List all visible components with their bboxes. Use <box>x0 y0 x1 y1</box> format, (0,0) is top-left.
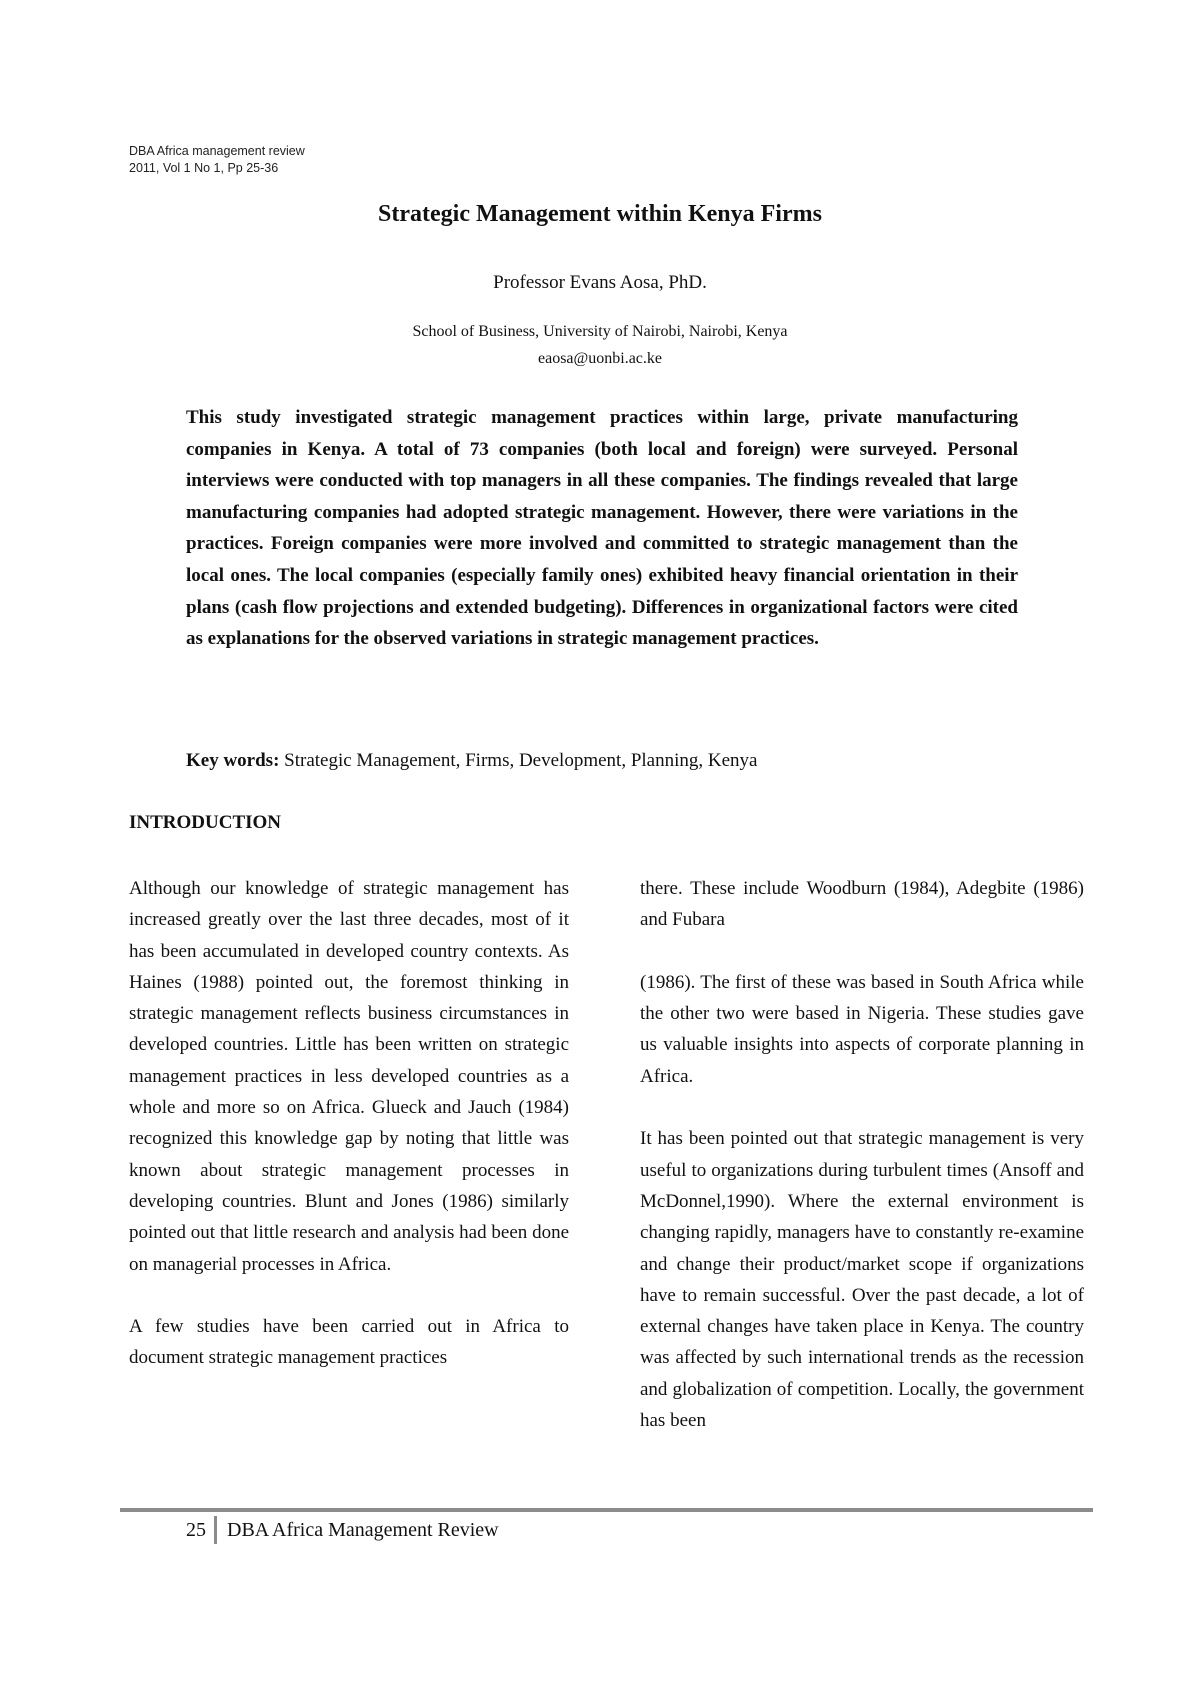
author-affiliation: School of Business, University of Nairobi, Nairobi, Kenya <box>412 323 788 340</box>
author-affiliation-block <box>0 318 1200 372</box>
paragraph: (1986). The first of these was based in South Africa while the other two were based in Nigeria. These studies gave us valuable insights into aspects of corporate planning in Africa. <box>640 971 1084 1087</box>
page-number: 25 <box>186 1518 206 1541</box>
paragraph: there. These include Woodburn (1984), Adegbite (1986) and Fubara <box>640 878 1084 931</box>
text-column-left <box>129 873 569 1405</box>
paragraph: It has been pointed out that strategic management is very useful to organizations during turbulent times (Ansoff and McDonnel,1990). Where the external environment is changing rapidly, managers have to constantly re-examine and change their product/market scope if organizations have to remain successful. Over the past decade, a lot of external changes have taken place in Kenya. The country was affected by such international trends as the recession and globalization of competition. Locally, the government has been <box>640 1128 1084 1432</box>
keywords-list: Strategic Management, Firms, Development, Planning, Kenya <box>284 750 758 771</box>
footer-journal-name: DBA Africa Management Review <box>227 1518 499 1541</box>
section-heading-introduction: INTRODUCTION <box>129 812 282 833</box>
paragraph: A few studies have been carried out in Africa to document strategic management practices <box>129 1316 569 1369</box>
footer-rule <box>120 1508 1093 1512</box>
keywords <box>186 748 1018 774</box>
paragraph: Although our knowledge of strategic management has increased greatly over the last three decades, most of it has been accumulated in developed country contexts. As Haines (1988) pointed out, the foremost thinking in strategic management reflects business circumstances in developed countries. Little has been written on strategic management practices in less developed countries as a whole and more so on Africa. Glueck and Jauch (1984) recognized this knowledge gap by noting that little was known about strategic management processes in developing countries. Blunt and Jones (1986) similarly pointed out that little research and analysis had been done on managerial processes in Africa. <box>129 878 569 1275</box>
author-name: Professor Evans Aosa, PhD. <box>493 272 707 293</box>
journal-citation: 2011, Vol 1 No 1, Pp 25-36 <box>129 161 279 175</box>
journal-name: DBA Africa management review <box>129 144 305 158</box>
page-footer <box>186 1516 499 1544</box>
footer-divider <box>214 1516 217 1544</box>
author-email: eaosa@uonbi.ac.ke <box>537 350 662 367</box>
keywords-label: Key words: <box>186 750 280 771</box>
journal-header <box>129 143 305 177</box>
text-column-right <box>640 873 1084 1468</box>
abstract: This study investigated strategic management practices within large, private manufacturing companies in Kenya. A total of 73 companies (both local and foreign) were surveyed. Personal interviews were conducted with top managers in all these companies. The findings revealed that large manufacturing companies had adopted strategic management. However, there were variations in the practices. Foreign companies were more involved and committed to strategic management than the local ones. The local companies (especially family ones) exhibited heavy financial orientation in their plans (cash flow projections and extended budgeting). Differences in organizational factors were cited as explanations for the observed variations in strategic management practices. <box>186 407 1018 650</box>
article-title: Strategic Management within Kenya Firms <box>378 201 822 227</box>
